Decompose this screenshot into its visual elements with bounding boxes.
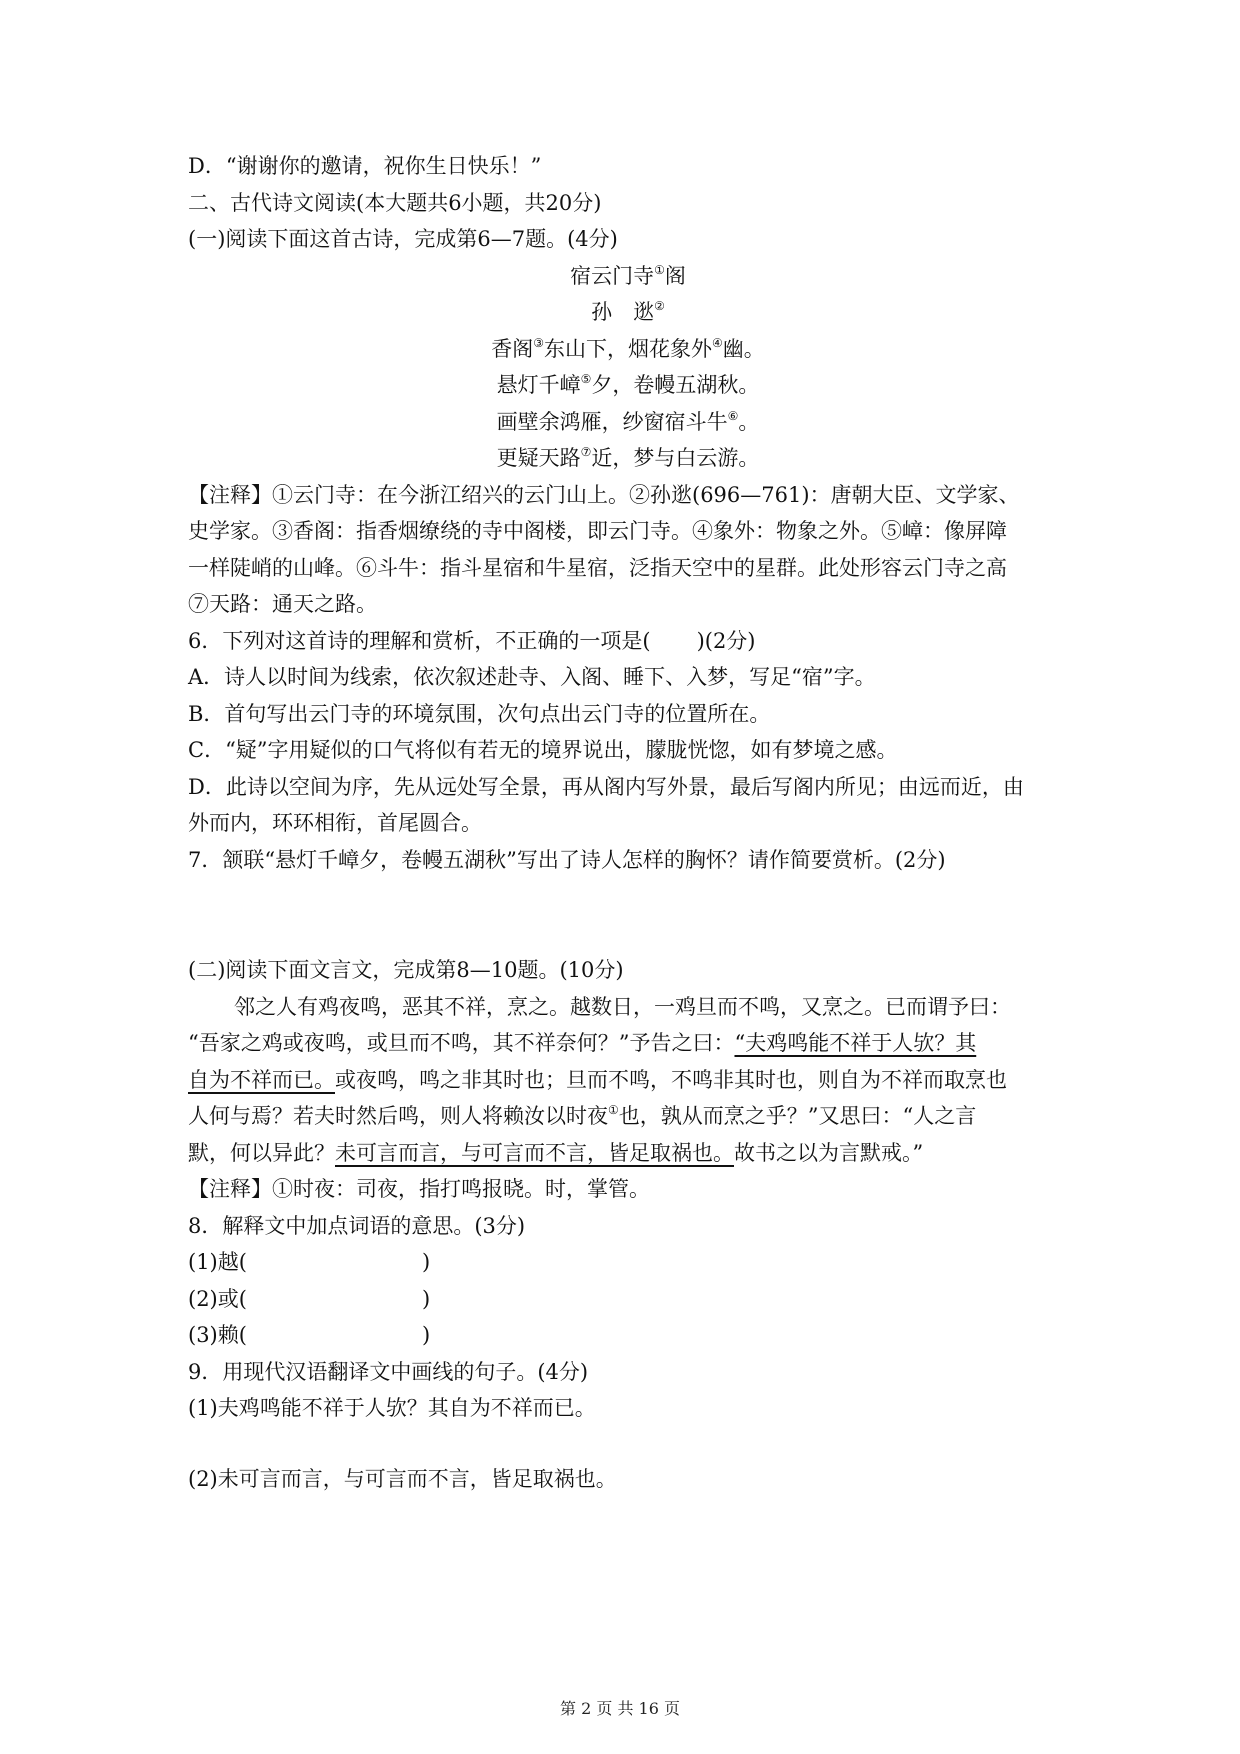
page-content [188,148,1068,1497]
question-9 [188,1354,1068,1498]
question-8-item-1: (1)越( ) [188,1250,431,1274]
poem-note-line: 一样陡峭的山峰。⑥斗牛：指斗星宿和牛星宿，泛指天空中的星群。此处形容云门寺之高 [188,555,1007,580]
question-6 [188,623,1068,842]
question-9-item-1: (1)夫鸡鸣能不祥于人欤？其自为不祥而已。 [188,1396,596,1420]
poem-author: 孙 逖② [591,299,665,324]
underlined-sentence: 未可言而言，与可言而不言，皆足取祸也。 [335,1140,734,1165]
question-6-option-c: C．“疑”字用疑似的口气将似有若无的境界说出，朦胧恍惚，如有梦境之感。 [188,738,898,762]
part-1-heading: (一)阅读下面这首古诗，完成第6—7题。(4分) [188,227,618,251]
page-footer: 第 2 页 共 16 页 [560,1699,680,1718]
answer-space[interactable] [188,878,1068,952]
poem-line-1: 香阁③东山下，烟花象外④幽。 [491,335,765,361]
question-6-stem: 6．下列对这首诗的理解和赏析，不正确的一项是( )(2分) [188,628,756,653]
classical-passage [188,989,1068,1172]
passage-line: “吾家之鸡或夜鸣，或旦而不鸣，其不祥奈何？”予告之曰：“夫鸡鸣能不祥于人欤？其 [188,1031,977,1055]
question-8 [188,1208,1068,1354]
answer-space[interactable] [188,1427,1068,1461]
passage-line: 自为不祥而已。或夜鸣，鸣之非其时也；旦而不鸣，不鸣非其时也，则自为不祥而取烹也 [188,1067,1007,1092]
question-9-item-2: (2)未可言而言，与可言而不言，皆足取祸也。 [188,1466,617,1491]
poem-title: 宿云门寺①阁 [570,262,686,288]
passage-line: 默，何以异此？未可言而言，与可言而不言，皆足取祸也。故书之以为言默戒。” [188,1140,924,1165]
part-2-heading: (二)阅读下面文言文，完成第8—10题。(10分) [188,958,624,982]
poem-note-line: 史学家。③香阁：指香烟缭绕的寺中阁楼，即云门寺。④象外：物象之外。⑤嶂：像屏障 [188,519,1007,543]
passage-line: 邻之人有鸡夜鸣，恶其不祥，烹之。越数日，一鸡旦而不鸣，又烹之。已而谓予曰： [234,994,1011,1019]
question-5-option-d: D．“谢谢你的邀请，祝你生日快乐！” [188,154,542,178]
question-7: 7．颔联“悬灯千嶂夕，卷幔五湖秋”写出了诗人怎样的胸怀？请作简要赏析。(2分) [188,847,946,872]
underlined-sentence: “夫鸡鸣能不祥于人欤？其 [734,1031,977,1055]
poem-note-line: 【注释】①云门寺：在今浙江绍兴的云门山上。②孙逖(696—761)：唐朝大臣、文学家、 [188,482,1020,507]
question-9-stem: 9．用现代汉语翻译文中画线的句子。(4分) [188,1359,589,1384]
question-8-item-2: (2)或( ) [188,1286,431,1311]
poem-line-4: 更疑天路⑦近，梦与白云游。 [496,445,760,470]
passage-note: 【注释】①时夜：司夜，指打鸣报晓。时，掌管。 [188,1177,650,1201]
passage-line: 人何与焉？若夫时然后鸣，则人将赖汝以时夜①也，孰从而烹之乎？”又思曰：“人之言 [188,1103,977,1128]
poem-notes [188,477,1068,623]
poem-note-line: ⑦天路：通天之路。 [188,592,377,616]
poem [188,258,1068,477]
section-2-heading: 二、古代诗文阅读(本大题共6小题，共20分) [188,190,602,215]
poem-line-2: 悬灯千嶂⑤夕，卷幔五湖秋。 [496,372,760,397]
question-6-option-b: B．首句写出云门寺的环境氛围，次句点出云门寺的位置所在。 [188,701,771,726]
question-6-option-d: D．此诗以空间为序，先从远处写全景，再从阁内写外景，最后写阁内所见；由远而近，由 [188,774,1024,799]
question-6-option-a: A．诗人以时间为线索，依次叙述赴寺、入阁、睡下、入梦，写足“宿”字。 [188,665,876,689]
question-6-option-d-cont: 外而内，环环相衔，首尾圆合。 [188,811,482,835]
underlined-sentence: 自为不祥而已。 [188,1067,335,1092]
poem-line-3: 画壁余鸿雁，纱窗宿斗牛⑥。 [496,408,760,434]
question-8-stem: 8．解释文中加点词语的意思。(3分) [188,1213,526,1238]
question-8-item-3: (3)赖( ) [188,1323,431,1347]
